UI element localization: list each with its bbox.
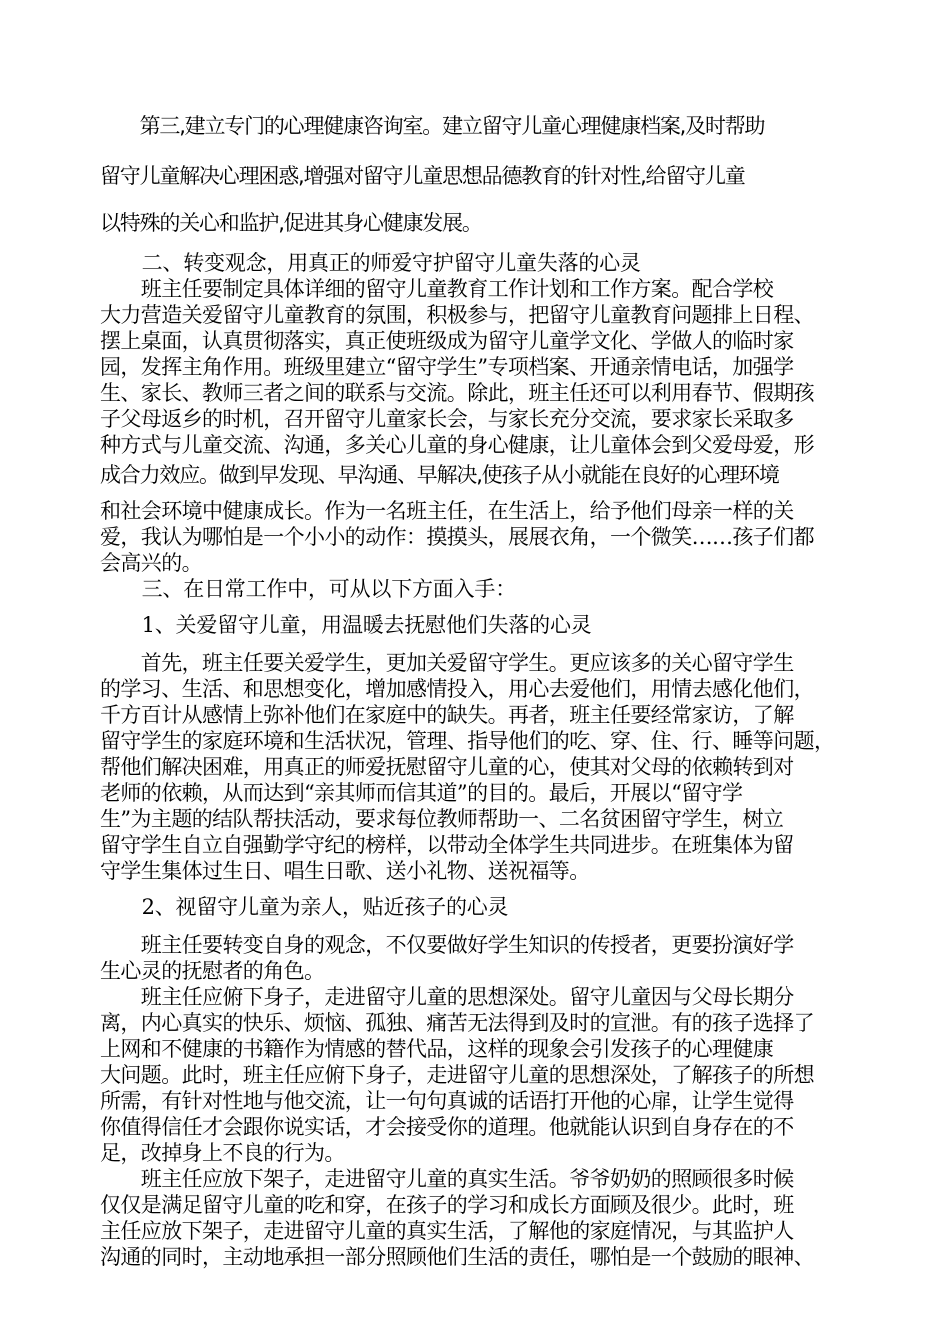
paragraph-line: 生心灵的抚慰者的角色。 [100,959,325,983]
paragraph-line: 大问题。此时，班主任应俯下身子，走进留守儿童的思想深处，了解孩子的所想 [100,1063,814,1087]
paragraph-line: 摆上桌面，认真贯彻落实，真正使班级成为留守儿童学文化、学做人的临时家 [100,329,794,353]
paragraph-line: 以特殊的关心和监护,促进其身心健康发展。 [100,211,482,235]
paragraph-line: 成合力效应。做到早发现、早沟通、早解决,使孩子从小就能在良好的心理环境 [100,463,779,487]
paragraph-line: 园，发挥主角作用。班级里建立“留守学生”专项档案、开通亲情电话，加强学 [100,355,794,379]
paragraph-line: 和社会环境中健康成长。作为一名班主任，在生活上，给予他们母亲一样的关 [100,499,794,523]
paragraph-line: 所需，有针对性地与他交流，让一句句真诚的话语打开他的心扉，让学生觉得 [100,1089,794,1113]
paragraph-line: 守学生集体过生日、唱生日歌、送小礼物、送祝福等。 [100,859,590,883]
paragraph-line: 第三,建立专门的心理健康咨询室。建立留守儿童心理健康档案,及时帮助 [100,114,765,138]
paragraph-line: 你值得信任才会跟你说实话，才会接受你的道理。他就能认识到自身存在的不 [100,1115,794,1139]
subsection-heading: 1、关爱留守儿童，用温暖去抚慰他们失落的心灵 [100,613,592,637]
paragraph-line: 老师的依赖，从而达到“亲其师而信其道”的目的。最后，开展以“留守学 [100,781,743,805]
section-heading: 二、转变观念，用真正的师爱守护留守儿童失落的心灵 [100,251,641,275]
paragraph-line: 班主任要转变自身的观念，不仅要做好学生知识的传授者，更要扮演好学 [100,933,794,957]
paragraph-line: 子父母返乡的时机，召开留守儿童家长会，与家长充分交流，要求家长采取多 [100,407,794,431]
paragraph-line: 留守学生的家庭环境和生活状况，管理、指导他们的吃、穿、住、行、睡等问题， [100,729,835,753]
paragraph-line: 班主任应放下架子，走进留守儿童的真实生活。爷爷奶奶的照顾很多时候 [100,1167,794,1191]
paragraph-line: 首先，班主任要关爱学生，更加关爱留守学生。更应该多的关心留守学生 [100,651,794,675]
paragraph-line: 足，改掉身上不良的行为。 [100,1141,345,1165]
paragraph-line: 留守儿童解决心理困惑,增强对留守儿童思想品德教育的针对性,给留守儿童 [100,164,745,188]
paragraph-line: 沟通的同时，主动地承担一部分照顾他们生活的责任，哪怕是一个鼓励的眼神、 [100,1245,814,1269]
paragraph-line: 上网和不健康的书籍作为情感的替代品，这样的现象会引发孩子的心理健康 [100,1037,774,1061]
paragraph-line: 生”为主题的结队帮扶活动，要求每位教师帮助一、二名贫困留守学生，树立 [100,807,784,831]
paragraph-line: 主任应放下架子，走进留守儿童的真实生活，了解他的家庭情况，与其监护人 [100,1219,794,1243]
paragraph-line: 班主任要制定具体详细的留守儿童教育工作计划和工作方案。配合学校 [100,277,774,301]
paragraph-line: 爱，我认为哪怕是一个小小的动作：摸摸头，展展衣角，一个微笑……孩子们都 [100,525,814,549]
paragraph-line: 留守学生自立自强勤学守纪的榜样，以带动全体学生共同进步。在班集体为留 [100,833,794,857]
paragraph-line: 种方式与儿童交流、沟通，多关心儿童的身心健康，让儿童体会到父爱母爱，形 [100,433,814,457]
paragraph-line: 千方百计从感情上弥补他们在家庭中的缺失。再者，班主任要经常家访，了解 [100,703,794,727]
paragraph-line: 大力营造关爱留守儿童教育的氛围，积极参与，把留守儿童教育问题排上日程、 [100,303,814,327]
paragraph-line: 离，内心真实的快乐、烦恼、孤独、痛苦无法得到及时的宣泄。有的孩子选择了 [100,1011,814,1035]
paragraph-line: 会高兴的。 [100,551,202,575]
section-heading: 三、在日常工作中，可从以下方面入手： [100,577,516,601]
subsection-heading: 2、视留守儿童为亲人，贴近孩子的心灵 [100,895,509,919]
paragraph-line: 生、家长、教师三者之间的联系与交流。除此，班主任还可以利用春节、假期孩 [100,381,814,405]
paragraph-line: 班主任应俯下身子，走进留守儿童的思想深处。留守儿童因与父母长期分 [100,985,794,1009]
paragraph-line: 帮他们解决困难，用真正的师爱抚慰留守儿童的心，使其对父母的依赖转到对 [100,755,794,779]
paragraph-line: 的学习、生活、和思想变化，增加感情投入，用心去爱他们，用情去感化他们， [100,677,814,701]
paragraph-line: 仅仅是满足留守儿童的吃和穿，在孩子的学习和成长方面顾及很少。此时，班 [100,1193,794,1217]
